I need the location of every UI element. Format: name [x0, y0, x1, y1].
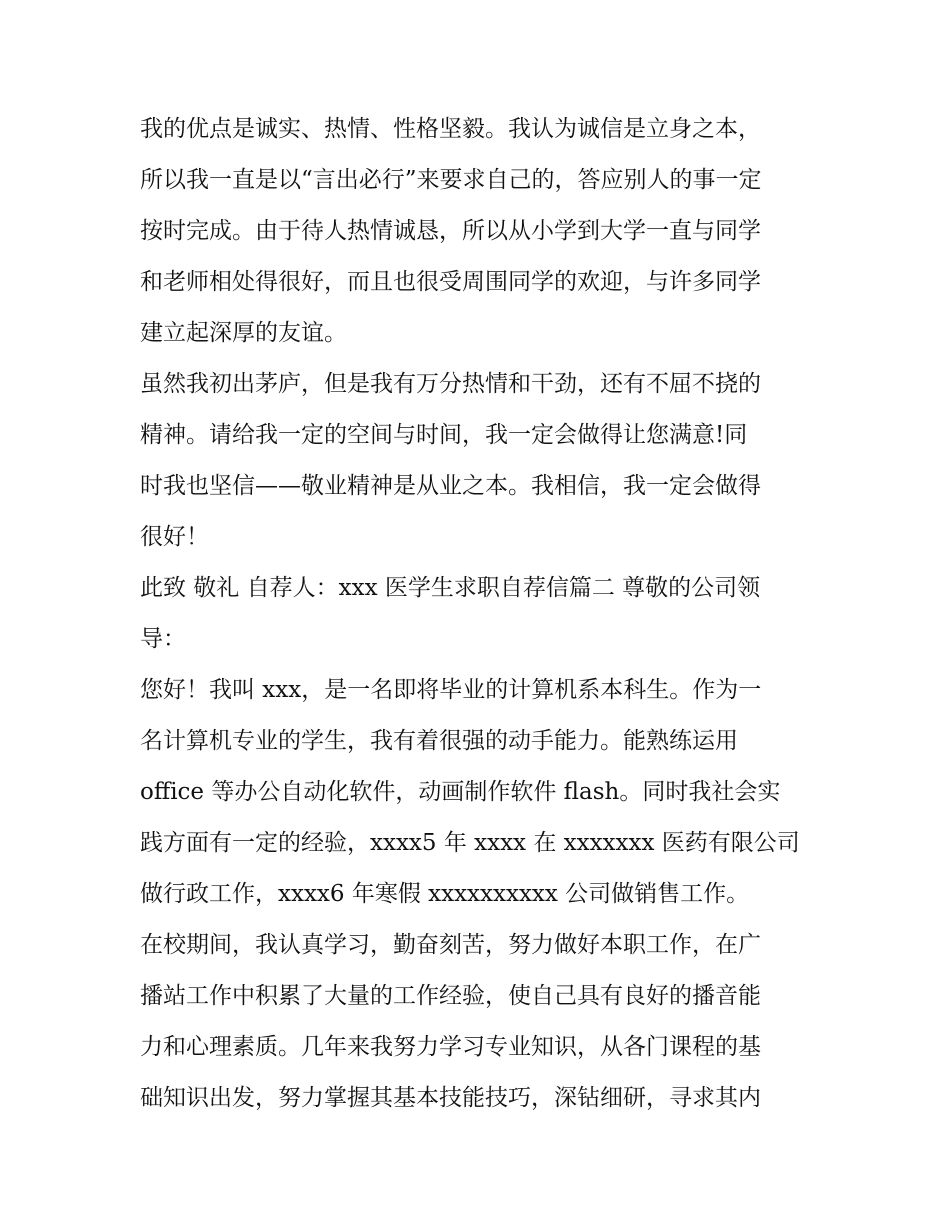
text-line: 名计算机专业的学生，我有着很强的动手能力。能熟练运用: [140, 728, 738, 754]
text-line: 做行政工作，xxxx6 年寒假 xxxxxxxxxx 公司做销售工作。: [140, 881, 750, 907]
text-line: 所以我一直是以“言出必行”来要求自己的，答应别人的事一定: [140, 167, 762, 193]
text-line: 精神。请给我一定的空间与时间，我一定会做得让您满意!同: [140, 422, 748, 448]
text-line: 在校期间，我认真学习，勤奋刻苦，努力做好本职工作，在广: [140, 932, 761, 958]
text-line: 此致 敬礼 自荐人：xxx 医学生求职自荐信篇二 尊敬的公司领: [140, 575, 761, 601]
text-line: 导：: [140, 626, 186, 652]
text-line: 按时完成。由于待人热情诚恳，所以从小学到大学一直与同学: [140, 218, 761, 244]
text-line: 践方面有一定的经验，xxxx5 年 xxxx 在 xxxxxxx 医药有限公司: [140, 830, 800, 856]
text-line: 和老师相处得很好，而且也很受周围同学的欢迎，与许多同学: [140, 269, 761, 295]
text-line: 虽然我初出茅庐，但是我有万分热情和干劲，还有不屈不挠的: [140, 371, 761, 397]
text-line: 我的优点是诚实、热情、性格坚毅。我认为诚信是立身之本，: [140, 116, 761, 142]
text-line: 建立起深厚的友谊。: [140, 320, 347, 346]
text-line: 时我也坚信——敬业精神是从业之本。我相信，我一定会做得: [140, 473, 761, 499]
text-line: office 等办公自动化软件，动画制作软件 flash。同时我社会实: [140, 779, 781, 805]
text-line: 很好！: [140, 524, 209, 550]
document-body: [140, 104, 820, 1124]
text-line: 力和心理素质。几年来我努力学习专业知识，从各门课程的基: [140, 1034, 761, 1060]
text-line: 您好！我叫 xxx，是一名即将毕业的计算机系本科生。作为一: [140, 677, 762, 703]
text-line: 播站工作中积累了大量的工作经验，使自己具有良好的播音能: [140, 983, 761, 1009]
text-line: 础知识出发，努力掌握其基本技能技巧，深钻细研，寻求其内: [140, 1085, 761, 1111]
